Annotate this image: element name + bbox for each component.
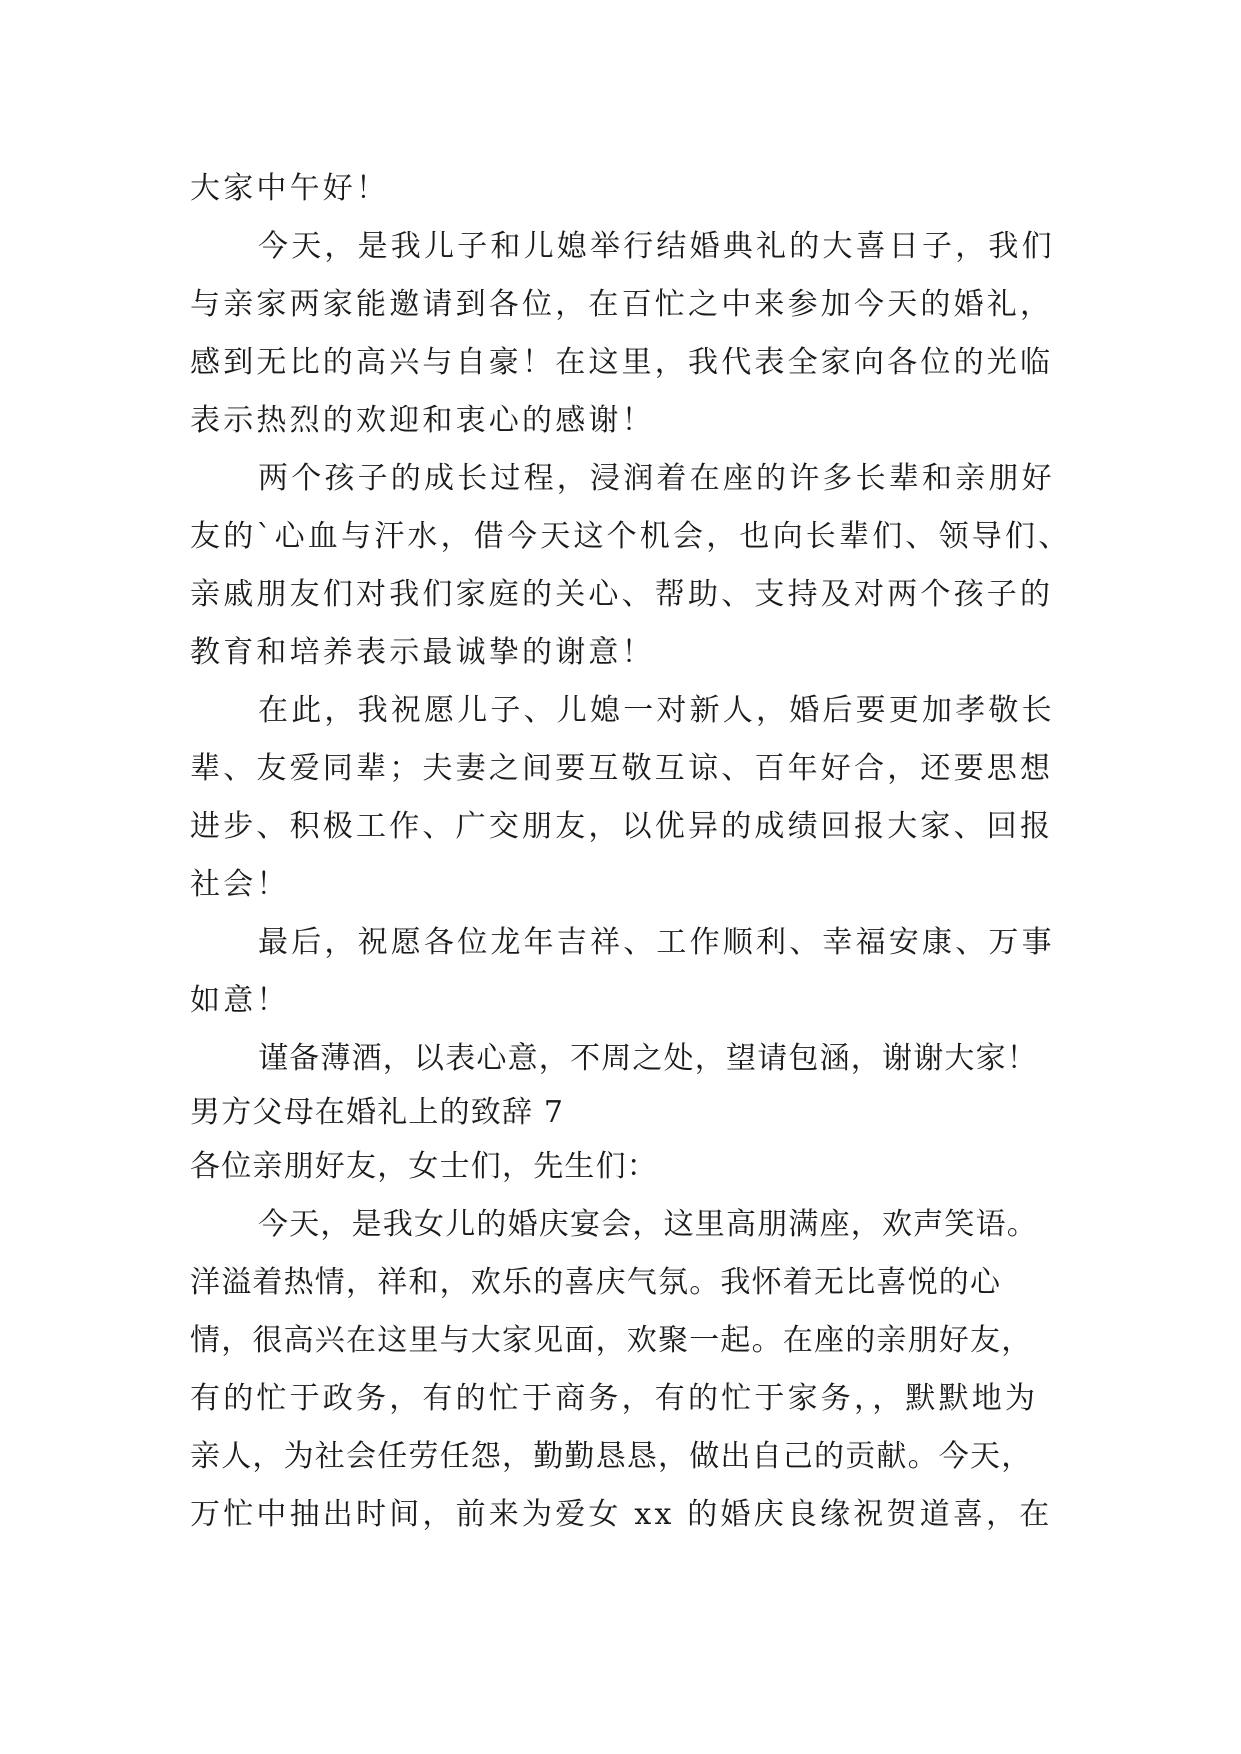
text-line: 有的忙于政务，有的忙于商务，有的忙于家务，，默默地为 [190, 1381, 1039, 1416]
text-line: 如意！ [190, 983, 290, 1018]
text-line: 亲戚朋友们对我们家庭的关心、帮助、支持及对两个孩子的 [190, 577, 1054, 612]
text-line: 两个孩子的成长过程，浸润着在座的许多长辈和亲朋好 [258, 461, 1055, 496]
text-line: 表示热烈的欢迎和衷心的感谢！ [190, 403, 655, 438]
speech-text-body [190, 160, 1072, 1544]
section-heading: 男方父母在婚礼上的致辞 7 [190, 1095, 565, 1130]
text-line: 今天，是我女儿的婚庆宴会，这里高朋满座，欢声笑语。 [258, 1207, 1038, 1242]
text-line: 辈、友爱同辈；夫妻之间要互敬互谅、百年好合，还要思想 [190, 751, 1054, 786]
text-line: 进步、积极工作、广交朋友，以优异的成绩回报大家、回报 [190, 809, 1054, 844]
text-line: 友的`心血与汗水，借今天这个机会，也向长辈们、领导们、 [190, 519, 1072, 554]
text-line: 亲人，为社会任劳任怨，勤勤恳恳，做出自己的贡献。今天， [190, 1439, 1033, 1474]
text-line: 情，很高兴在这里与大家见面，欢聚一起。在座的亲朋好友， [190, 1323, 1033, 1358]
text-line: 社会！ [190, 867, 290, 902]
text-line: 在此，我祝愿儿子、儿媳一对新人，婚后要更加孝敬长 [258, 693, 1055, 728]
text-line: 今天，是我儿子和儿媳举行结婚典礼的大喜日子，我们 [258, 229, 1055, 264]
text-line: 最后，祝愿各位龙年吉祥、工作顺利、幸福安康、万事 [258, 925, 1055, 960]
text-line: 感到无比的高兴与自豪！在这里，我代表全家向各位的光临 [190, 345, 1054, 380]
text-line: 大家中午好！ [190, 171, 390, 206]
text-line: 各位亲朋好友，女士们，先生们： [190, 1149, 658, 1184]
text-line: 洋溢着热情，祥和，欢乐的喜庆气氛。我怀着无比喜悦的心 [190, 1265, 1002, 1300]
text-line: 与亲家两家能邀请到各位，在百忙之中来参加今天的婚礼， [190, 287, 1054, 322]
text-line: 谨备薄酒，以表心意，不周之处，望请包涵，谢谢大家！ [258, 1041, 1038, 1076]
text-line: 万忙中抽出时间，前来为爱女 xx 的婚庆良缘祝贺道喜，在 [190, 1497, 1053, 1532]
text-line: 教育和培养表示最诚挚的谢意！ [190, 635, 655, 670]
